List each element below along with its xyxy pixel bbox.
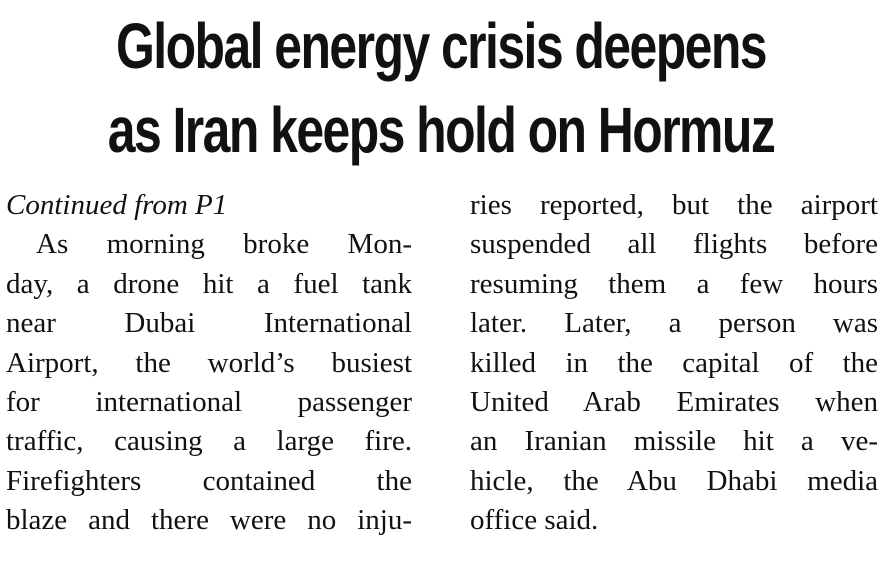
body-line: United Arab Emirates when	[470, 385, 878, 418]
headline	[97, 4, 785, 172]
body-line: As morning broke Mon-	[36, 228, 412, 261]
body-line: for international passenger	[6, 385, 412, 418]
body-line: Airport, the world’s busiest	[6, 346, 412, 379]
body-line: later. Later, a person was	[470, 307, 878, 340]
body-line: suspended all flights before	[470, 228, 878, 261]
article-column-left	[6, 186, 412, 541]
body-line: killed in the capital of the	[470, 346, 878, 379]
headline-line-2: as Iran keeps hold on Hormuz	[107, 94, 775, 166]
body-line: hicle, the Abu Dhabi media	[470, 464, 878, 497]
body-line: ries reported, but the airport	[470, 189, 878, 221]
body-line: blaze and there were no inju-	[6, 504, 412, 537]
body-line: office said.	[470, 504, 599, 537]
body-line: day, a drone hit a fuel tank	[6, 267, 412, 300]
article-column-right	[470, 186, 878, 541]
body-line: an Iranian missile hit a ve-	[470, 425, 878, 458]
continued-from-label: Continued from P1	[6, 189, 228, 221]
body-line: traffic, causing a large fire.	[6, 425, 412, 458]
body-line: near Dubai International	[6, 307, 412, 340]
body-line: resuming them a few hours	[470, 267, 878, 300]
body-line: Firefighters contained the	[6, 464, 412, 497]
headline-line-1: Global energy crisis deepens	[116, 10, 766, 82]
